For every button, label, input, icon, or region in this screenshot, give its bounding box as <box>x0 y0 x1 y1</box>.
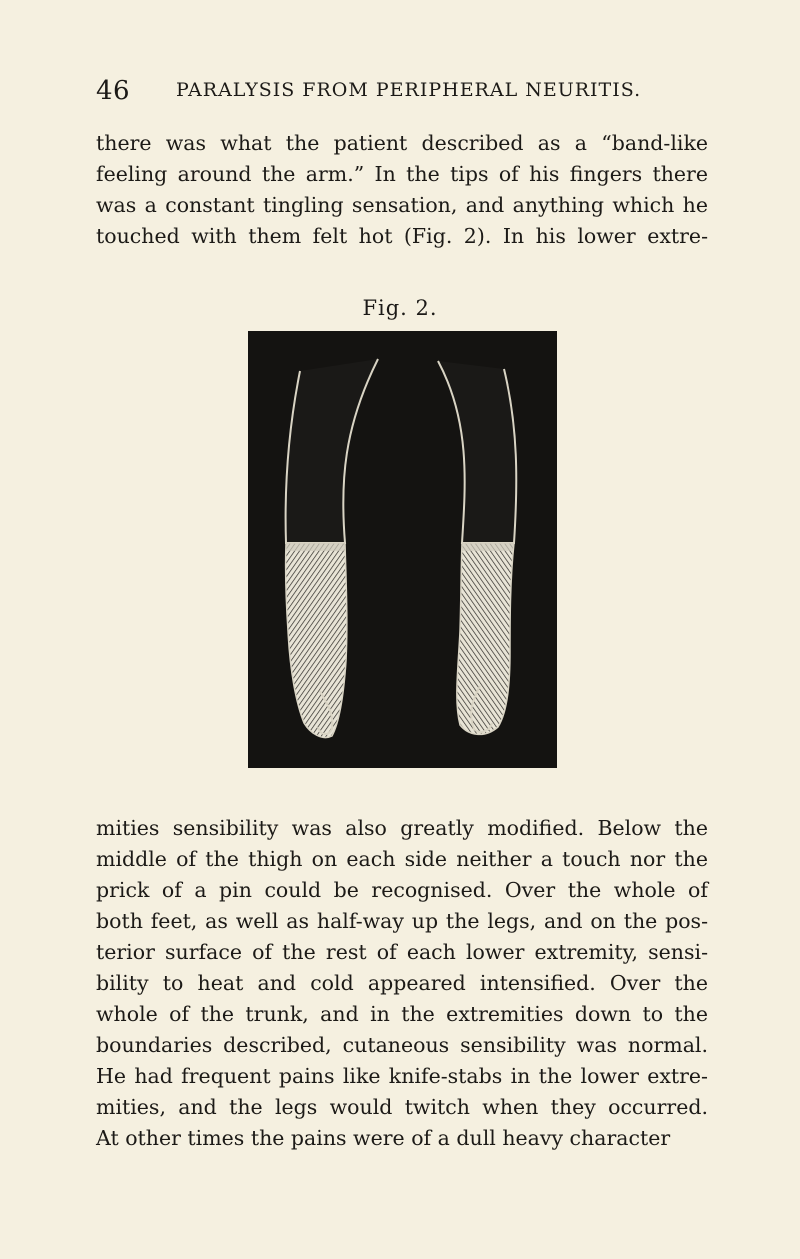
paragraph-2 <box>96 813 708 1154</box>
figure-caption: Fig. 2. <box>362 296 438 320</box>
text-line: He had frequent pains like knife-stabs in the lower extre- <box>96 1064 708 1088</box>
text-line: feeling around the arm.” In the tips of his fingers there <box>96 162 708 186</box>
text-line: boundaries described, cutaneous sensibility was normal. <box>96 1033 708 1057</box>
arms-illustration <box>248 331 557 768</box>
text-line: whole of the trunk, and in the extremities down to the <box>96 1002 708 1026</box>
page-number: 46 <box>96 76 131 106</box>
text-line: prick of a pin could be recognised. Over the whole of <box>96 878 708 902</box>
running-head: PARALYSIS FROM PERIPHERAL NEURITIS. <box>176 79 642 101</box>
right-hand-hatched <box>457 543 514 734</box>
text-line: middle of the thigh on each side neither a touch nor the <box>96 847 708 871</box>
text-line: bility to heat and cold appeared intensified. Over the <box>96 971 708 995</box>
page-header <box>96 76 676 112</box>
text-line: At other times the pains were of a dull heavy character <box>96 1126 671 1150</box>
text-line: mities, and the legs would twitch when they occurred. <box>96 1095 708 1119</box>
text-line: both feet, as well as half-way up the legs, and on the pos- <box>96 909 708 933</box>
text-line: was a constant tingling sensation, and anything which he <box>96 193 708 217</box>
paragraph-1 <box>96 128 708 252</box>
text-line: mities sensibility was also greatly modified. Below the <box>96 816 708 840</box>
text-line: touched with them felt hot (Fig. 2). In his lower extre- <box>96 224 708 248</box>
figure-arms-illustration <box>248 331 557 768</box>
text-line: terior surface of the rest of each lower extremity, sensi- <box>96 940 708 964</box>
text-line: there was what the patient described as a “band-like <box>96 131 708 155</box>
